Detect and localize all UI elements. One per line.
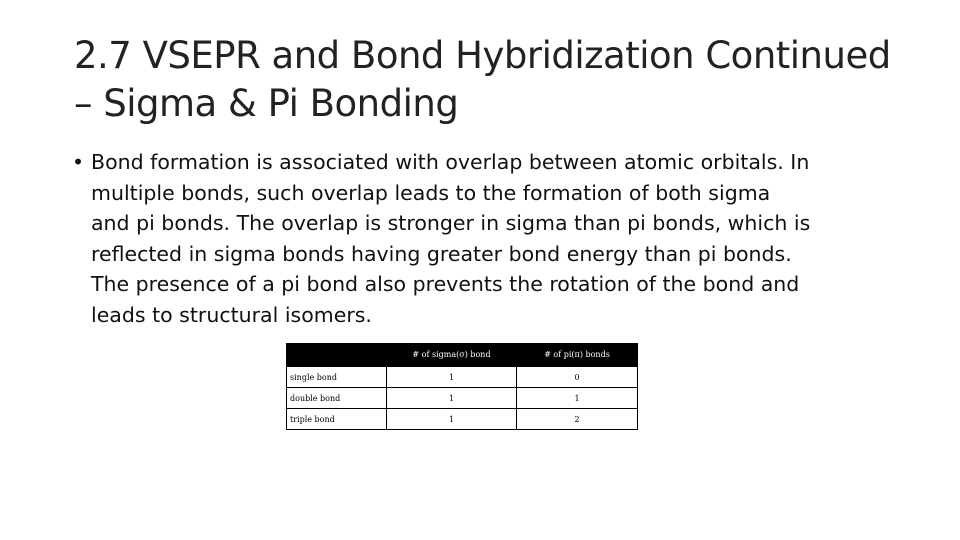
pi-count-cell: 0 bbox=[517, 366, 638, 388]
title-line-2: – Sigma & Pi Bonding bbox=[74, 82, 459, 125]
bullet-line: multiple bonds, such overlap leads to the formation of both sigma bbox=[91, 180, 771, 205]
table-row bbox=[287, 409, 638, 430]
bullet-line: Bond formation is associated with overlap between atomic orbitals. In bbox=[91, 150, 810, 174]
sigma-count-cell: 1 bbox=[387, 366, 517, 388]
table-row bbox=[287, 388, 638, 409]
sigma-count-cell: 1 bbox=[387, 409, 517, 430]
bond-count-table bbox=[286, 343, 638, 430]
bullet-text bbox=[91, 147, 908, 331]
slide-title bbox=[74, 32, 914, 128]
bullet-item bbox=[72, 147, 908, 331]
pi-count-cell: 1 bbox=[517, 388, 638, 409]
table-header-row bbox=[287, 344, 638, 366]
table-row bbox=[287, 366, 638, 388]
bullet-line: reflected in sigma bonds having greater bond energy than pi bonds. bbox=[91, 241, 792, 266]
bond-type-cell: double bond bbox=[287, 388, 387, 409]
bullet-dot: • bbox=[72, 150, 85, 174]
bond-type-cell: triple bond bbox=[287, 409, 387, 430]
table-header-cell: # of sigma(σ) bond bbox=[387, 344, 517, 366]
bond-type-cell: single bond bbox=[287, 366, 387, 388]
bullet-line: The presence of a pi bond also prevents the rotation of the bond and bbox=[91, 272, 800, 297]
title-line-1: 2.7 VSEPR and Bond Hybridization Continued bbox=[74, 34, 891, 77]
table-header-cell bbox=[287, 344, 387, 366]
bullet-line: leads to structural isomers. bbox=[91, 302, 372, 327]
sigma-count-cell: 1 bbox=[387, 388, 517, 409]
table-header-cell: # of pi(π) bonds bbox=[517, 344, 638, 366]
bullet-line: and pi bonds. The overlap is stronger in sigma than pi bonds, which is bbox=[91, 211, 811, 236]
pi-count-cell: 2 bbox=[517, 409, 638, 430]
slide-body bbox=[72, 147, 908, 331]
